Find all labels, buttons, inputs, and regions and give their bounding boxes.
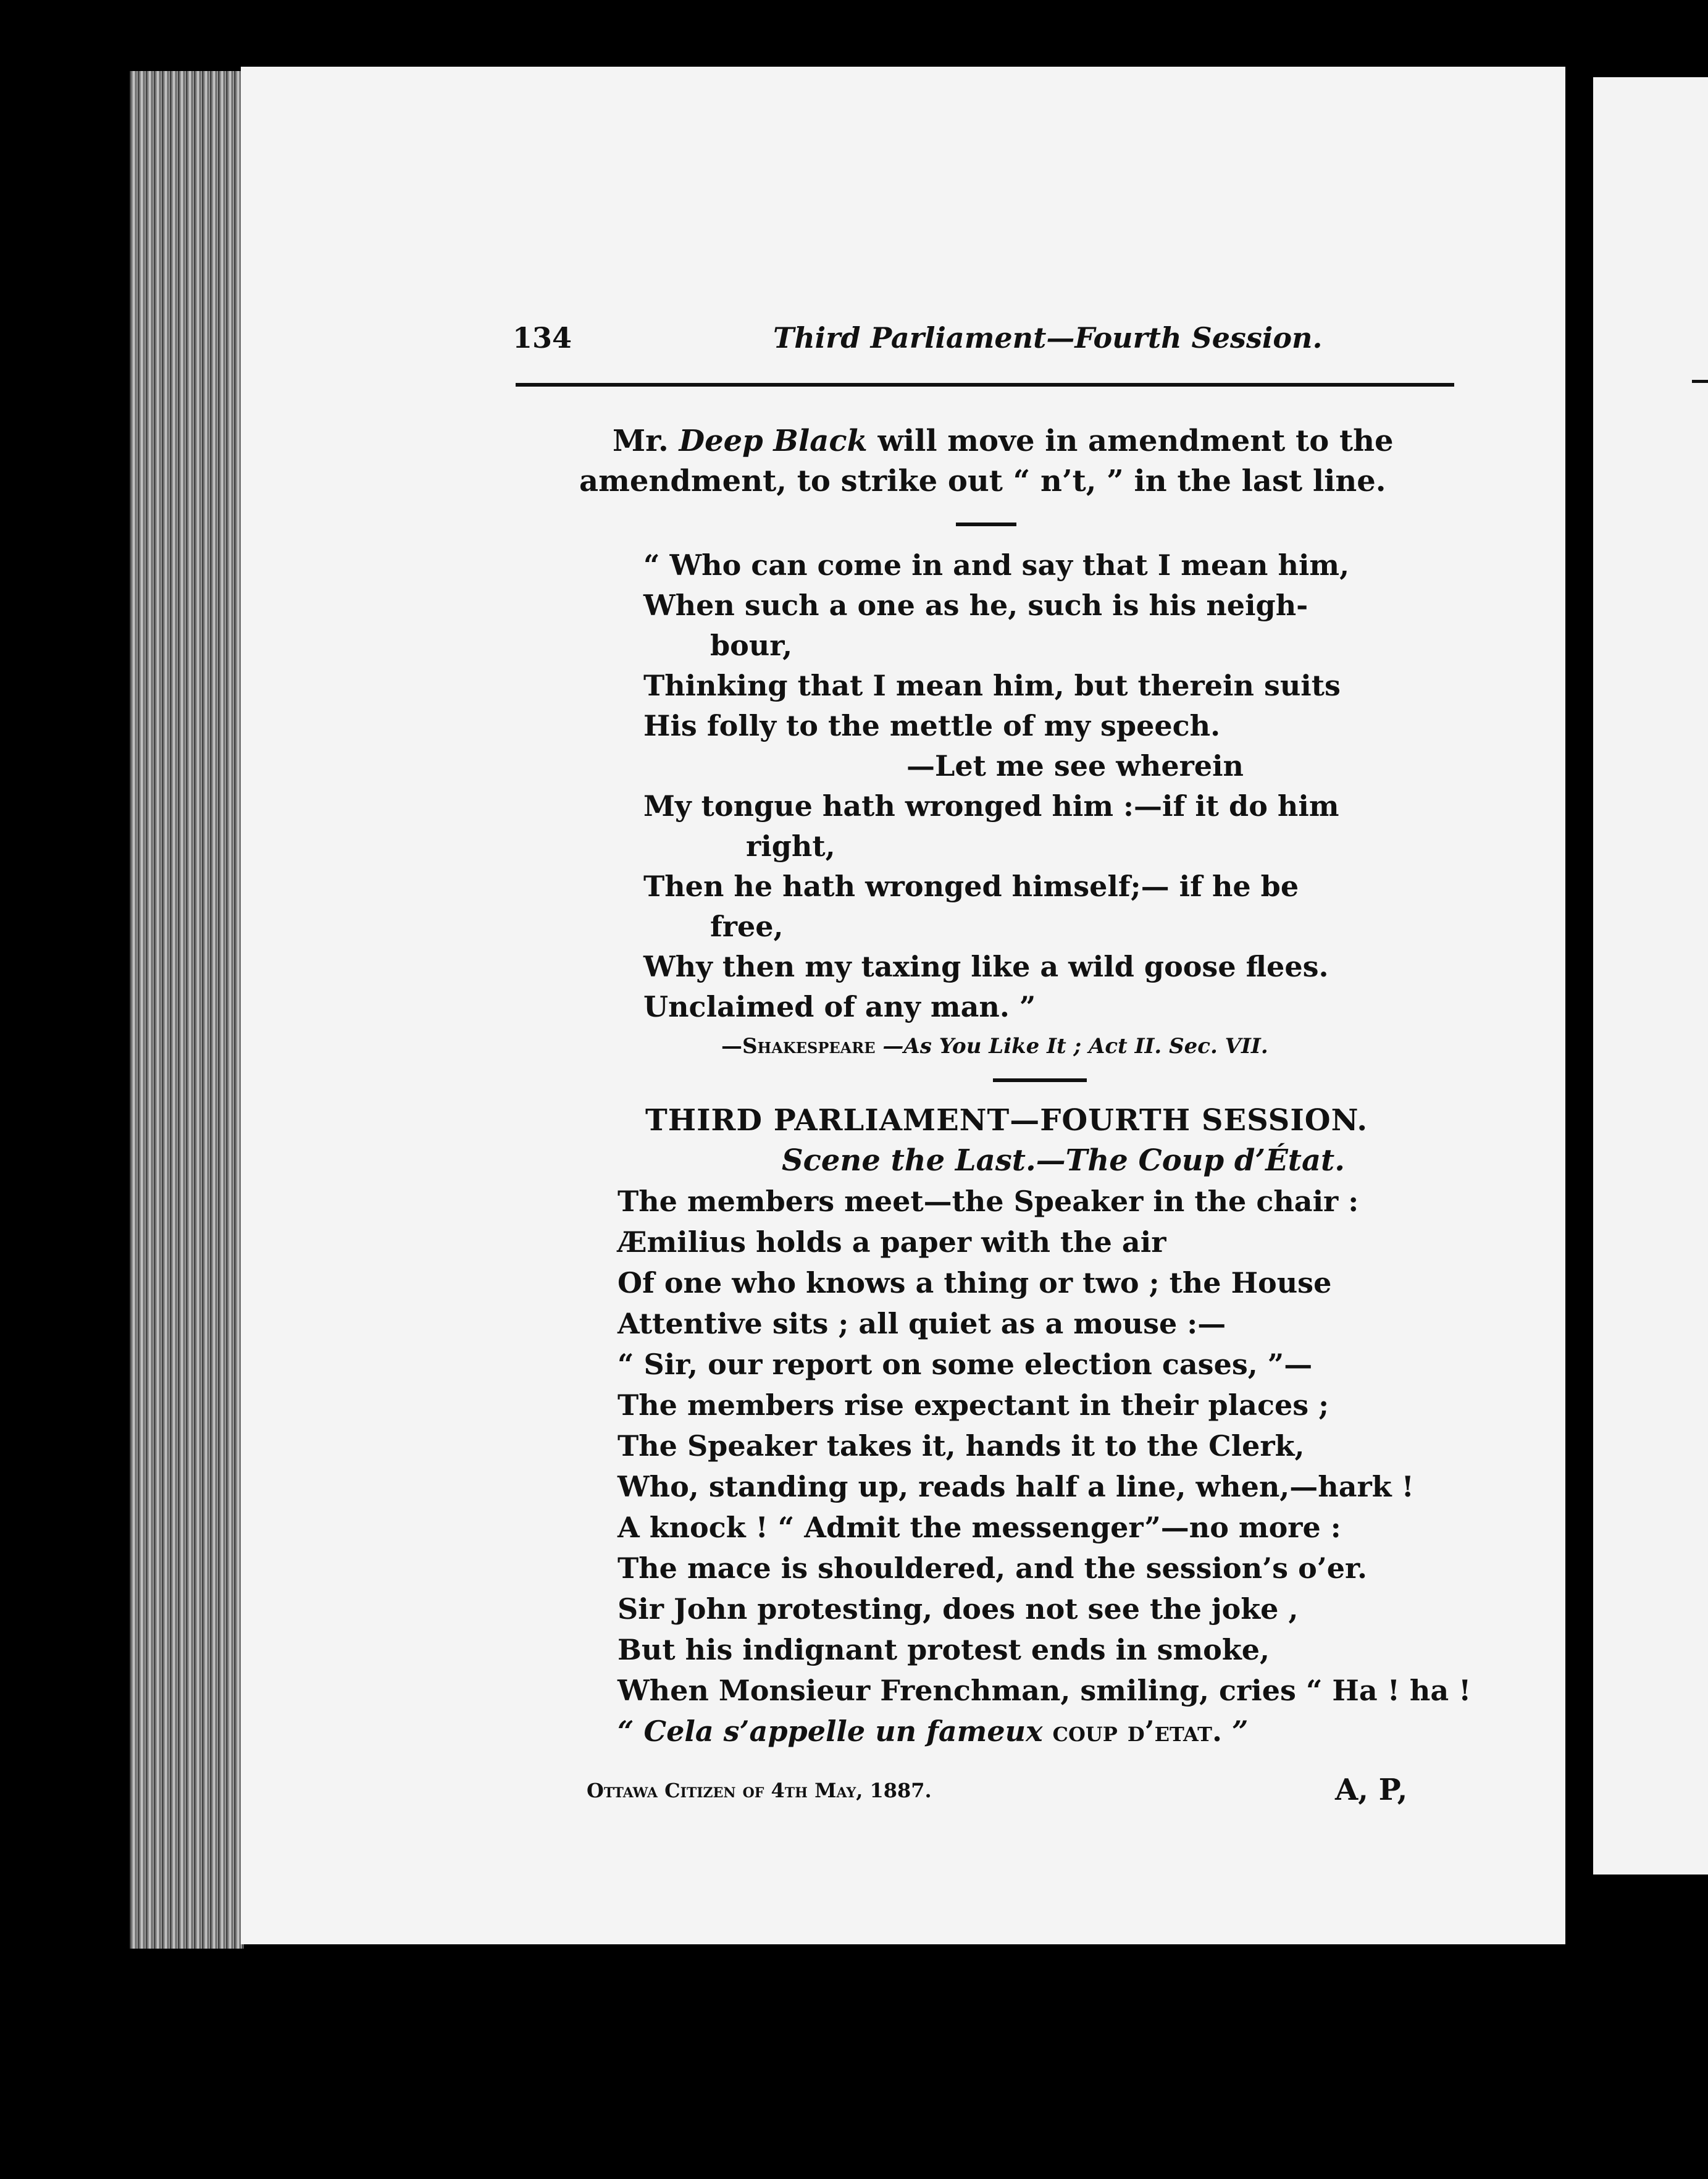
quote-line: Unclaimed of any man. ” (643, 990, 1036, 1023)
poem-line: Attentive sits ; all quiet as a mouse :— (617, 1307, 1226, 1340)
poem-line: Of one who knows a thing or two ; the House (617, 1266, 1332, 1299)
intro-line-2: amendment, to strike out “ n’t, ” in the last line. (579, 464, 1386, 498)
poem-line: The members meet—the Speaker in the chair : (617, 1185, 1359, 1218)
book-page (241, 67, 1565, 1944)
quote-line: “ Who can come in and say that I mean him, (643, 548, 1350, 582)
quote-line: Why then my taxing like a wild goose flees. (643, 950, 1329, 983)
quote-line: —Let me see wherein (906, 749, 1244, 783)
quote-line: Then he hath wronged himself;— if he be (643, 870, 1299, 903)
signature-initials: A, P, (1335, 1773, 1408, 1807)
quote-line: right, (746, 829, 835, 863)
poem-line: But his indignant protest ends in smoke, (617, 1633, 1270, 1666)
poem-last-line: “ Cela s’appelle un fameux coup d’etat. ” (617, 1715, 1249, 1748)
quote-line: His folly to the mettle of my speech. (643, 709, 1221, 742)
poem-line: The mace is shouldered, and the session’s o’er. (617, 1551, 1368, 1585)
poem-line: Who, standing up, reads half a line, when,—hark ! (617, 1470, 1414, 1503)
poem-line: The members rise expectant in their places ; (617, 1388, 1329, 1422)
scene-title: Scene the Last.—The Coup d’État. (782, 1143, 1345, 1178)
section-title: THIRD PARLIAMENT—FOURTH SESSION. (645, 1103, 1368, 1138)
poem-line: The Speaker takes it, hands it to the Clerk, (617, 1429, 1305, 1463)
poem-line: Æmilius holds a paper with the air (617, 1225, 1166, 1259)
separator-rule (956, 523, 1016, 526)
intro-line-1: Mr. Deep Black will move in amendment to the (613, 424, 1394, 458)
facing-page-edge (1593, 77, 1708, 1875)
header-rule (516, 383, 1454, 387)
poem-line: “ Sir, our report on some election cases, ”— (617, 1348, 1313, 1381)
quote-line: free, (710, 910, 784, 943)
page-stack-edge (130, 71, 244, 1949)
poem-line: When Monsieur Frenchman, smiling, cries “ Ha ! ha ! (617, 1674, 1471, 1707)
quote-line: bour, (710, 629, 793, 662)
quote-line: When such a one as he, such is his neigh- (643, 589, 1308, 622)
poem-line: A knock ! “ Admit the messenger”—no more : (617, 1511, 1341, 1544)
poem-line: Sir John protesting, does not see the joke , (617, 1592, 1299, 1626)
quote-attribution: —Shakespeare —As You Like It ; Act II. Sec. VII. (721, 1034, 1268, 1059)
separator-rule (993, 1078, 1087, 1082)
quote-line: My tongue hath wronged him :—if it do him (643, 789, 1339, 823)
quote-line: Thinking that I mean him, but therein suits (643, 669, 1341, 702)
source-citation: Ottawa Citizen of 4th May, 1887. (587, 1779, 932, 1802)
running-title: Third Parliament—Fourth Session. (773, 321, 1323, 355)
page-number: 134 (513, 321, 572, 355)
